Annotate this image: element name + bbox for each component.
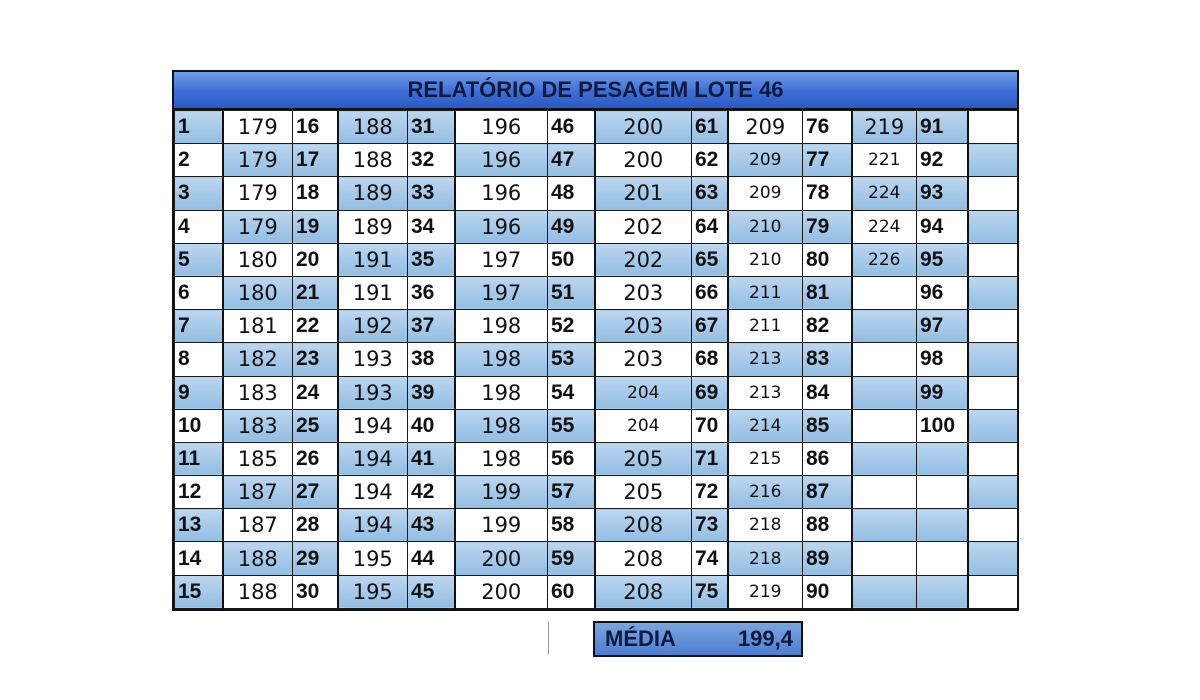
weight-cell: 202	[595, 210, 692, 243]
animal-number-cell: 47	[548, 144, 595, 177]
animal-number-cell: 100	[917, 409, 968, 442]
animal-number-cell: 14	[175, 542, 223, 575]
weight-cell: 188	[223, 575, 293, 608]
animal-number-cell: 22	[293, 310, 338, 343]
weight-cell: 185	[223, 442, 293, 475]
animal-number-cell: 41	[408, 442, 455, 475]
weight-cell	[968, 476, 1018, 509]
animal-number-cell: 15	[175, 575, 223, 608]
weight-cell: 194	[338, 442, 408, 475]
animal-number-cell: 92	[917, 144, 968, 177]
animal-number-cell: 59	[548, 542, 595, 575]
weight-cell	[852, 276, 917, 309]
weight-cell: 204	[595, 376, 692, 409]
weight-cell	[968, 343, 1018, 376]
weight-cell: 198	[455, 343, 548, 376]
weight-cell: 210	[728, 210, 803, 243]
weight-cell	[852, 442, 917, 475]
weight-cell: 216	[728, 476, 803, 509]
table-row	[175, 177, 1018, 210]
weight-cell: 226	[852, 243, 917, 276]
animal-number-cell: 55	[548, 409, 595, 442]
weight-cell: 199	[455, 476, 548, 509]
animal-number-cell: 39	[408, 376, 455, 409]
animal-number-cell: 87	[803, 476, 852, 509]
animal-number-cell: 77	[803, 144, 852, 177]
animal-number-cell: 80	[803, 243, 852, 276]
table-row	[175, 310, 1018, 343]
animal-number-cell: 61	[692, 111, 728, 144]
animal-number-cell: 1	[175, 111, 223, 144]
animal-number-cell: 95	[917, 243, 968, 276]
weight-cell: 224	[852, 177, 917, 210]
animal-number-cell: 19	[293, 210, 338, 243]
weight-cell: 208	[595, 542, 692, 575]
animal-number-cell: 32	[408, 144, 455, 177]
animal-number-cell: 52	[548, 310, 595, 343]
weight-cell: 179	[223, 210, 293, 243]
animal-number-cell	[917, 509, 968, 542]
animal-number-cell: 4	[175, 210, 223, 243]
animal-number-cell: 72	[692, 476, 728, 509]
weight-cell: 201	[595, 177, 692, 210]
weight-cell: 194	[338, 476, 408, 509]
table-row	[175, 210, 1018, 243]
animal-number-cell: 65	[692, 243, 728, 276]
animal-number-cell: 26	[293, 442, 338, 475]
weight-cell: 189	[338, 177, 408, 210]
animal-number-cell: 75	[692, 575, 728, 608]
animal-number-cell: 37	[408, 310, 455, 343]
weight-cell: 205	[595, 442, 692, 475]
animal-number-cell: 62	[692, 144, 728, 177]
weight-cell: 205	[595, 476, 692, 509]
animal-number-cell: 54	[548, 376, 595, 409]
weight-cell: 211	[728, 276, 803, 309]
weight-cell: 215	[728, 442, 803, 475]
weight-cell: 193	[338, 343, 408, 376]
weights-grid	[174, 110, 1018, 609]
animal-number-cell: 13	[175, 509, 223, 542]
weight-cell: 219	[852, 111, 917, 144]
weight-cell: 180	[223, 276, 293, 309]
weight-cell: 196	[455, 177, 548, 210]
animal-number-cell: 90	[803, 575, 852, 608]
weight-cell: 197	[455, 243, 548, 276]
weight-cell	[852, 376, 917, 409]
table-row	[175, 111, 1018, 144]
weight-cell: 204	[595, 409, 692, 442]
animal-number-cell: 43	[408, 509, 455, 542]
animal-number-cell: 57	[548, 476, 595, 509]
weight-cell	[968, 177, 1018, 210]
weight-cell	[968, 575, 1018, 608]
animal-number-cell: 67	[692, 310, 728, 343]
weight-cell: 213	[728, 376, 803, 409]
animal-number-cell: 68	[692, 343, 728, 376]
weight-cell: 209	[728, 111, 803, 144]
animal-number-cell: 40	[408, 409, 455, 442]
weight-cell: 200	[595, 144, 692, 177]
weight-cell: 198	[455, 310, 548, 343]
weight-cell: 179	[223, 144, 293, 177]
average-summary	[593, 621, 803, 657]
weight-cell: 187	[223, 509, 293, 542]
weight-cell: 208	[595, 509, 692, 542]
animal-number-cell: 5	[175, 243, 223, 276]
weight-cell: 192	[338, 310, 408, 343]
animal-number-cell: 53	[548, 343, 595, 376]
weight-cell: 182	[223, 343, 293, 376]
weight-cell: 198	[455, 442, 548, 475]
animal-number-cell: 8	[175, 343, 223, 376]
animal-number-cell	[917, 476, 968, 509]
animal-number-cell: 48	[548, 177, 595, 210]
animal-number-cell: 89	[803, 542, 852, 575]
animal-number-cell: 88	[803, 509, 852, 542]
weight-cell: 188	[338, 111, 408, 144]
weight-cell: 193	[338, 376, 408, 409]
weight-cell	[968, 509, 1018, 542]
weight-cell	[968, 442, 1018, 475]
animal-number-cell: 74	[692, 542, 728, 575]
table-row	[175, 276, 1018, 309]
weight-cell: 200	[455, 542, 548, 575]
table-row	[175, 376, 1018, 409]
weight-cell: 179	[223, 111, 293, 144]
animal-number-cell: 83	[803, 343, 852, 376]
weight-cell: 218	[728, 509, 803, 542]
animal-number-cell: 69	[692, 376, 728, 409]
weight-cell: 224	[852, 210, 917, 243]
animal-number-cell: 33	[408, 177, 455, 210]
weight-cell: 183	[223, 376, 293, 409]
animal-number-cell: 36	[408, 276, 455, 309]
animal-number-cell: 93	[917, 177, 968, 210]
weight-cell: 199	[455, 509, 548, 542]
animal-number-cell: 78	[803, 177, 852, 210]
weight-cell: 196	[455, 144, 548, 177]
animal-number-cell: 79	[803, 210, 852, 243]
animal-number-cell: 18	[293, 177, 338, 210]
weight-cell: 200	[595, 111, 692, 144]
animal-number-cell: 9	[175, 376, 223, 409]
animal-number-cell: 94	[917, 210, 968, 243]
animal-number-cell: 82	[803, 310, 852, 343]
animal-number-cell: 98	[917, 343, 968, 376]
weight-cell: 196	[455, 210, 548, 243]
animal-number-cell: 86	[803, 442, 852, 475]
weight-cell	[852, 509, 917, 542]
weight-cell: 210	[728, 243, 803, 276]
animal-number-cell: 7	[175, 310, 223, 343]
animal-number-cell: 71	[692, 442, 728, 475]
animal-number-cell: 49	[548, 210, 595, 243]
animal-number-cell: 27	[293, 476, 338, 509]
animal-number-cell: 73	[692, 509, 728, 542]
animal-number-cell: 2	[175, 144, 223, 177]
animal-number-cell: 97	[917, 310, 968, 343]
weight-cell: 211	[728, 310, 803, 343]
weight-cell: 191	[338, 243, 408, 276]
weight-cell: 181	[223, 310, 293, 343]
animal-number-cell: 42	[408, 476, 455, 509]
animal-number-cell: 11	[175, 442, 223, 475]
column-divider-line	[548, 621, 549, 655]
weight-cell	[968, 310, 1018, 343]
animal-number-cell: 25	[293, 409, 338, 442]
animal-number-cell: 16	[293, 111, 338, 144]
weight-cell	[968, 409, 1018, 442]
weight-cell: 197	[455, 276, 548, 309]
animal-number-cell: 21	[293, 276, 338, 309]
weight-cell: 203	[595, 310, 692, 343]
animal-number-cell: 38	[408, 343, 455, 376]
weight-cell: 214	[728, 409, 803, 442]
animal-number-cell: 64	[692, 210, 728, 243]
animal-number-cell: 99	[917, 376, 968, 409]
animal-number-cell: 17	[293, 144, 338, 177]
animal-number-cell: 3	[175, 177, 223, 210]
weight-cell	[852, 343, 917, 376]
weight-cell: 200	[455, 575, 548, 608]
weight-cell: 202	[595, 243, 692, 276]
weight-cell: 194	[338, 409, 408, 442]
weight-cell: 195	[338, 542, 408, 575]
weight-cell	[968, 144, 1018, 177]
weight-cell: 209	[728, 144, 803, 177]
weight-cell: 195	[338, 575, 408, 608]
animal-number-cell: 81	[803, 276, 852, 309]
animal-number-cell	[917, 575, 968, 608]
weight-cell	[852, 575, 917, 608]
table-row	[175, 343, 1018, 376]
weight-cell	[852, 476, 917, 509]
table-row	[175, 442, 1018, 475]
animal-number-cell: 31	[408, 111, 455, 144]
weight-cell	[968, 111, 1018, 144]
weight-cell: 221	[852, 144, 917, 177]
animal-number-cell: 12	[175, 476, 223, 509]
weight-cell: 198	[455, 376, 548, 409]
animal-number-cell: 63	[692, 177, 728, 210]
weight-cell: 188	[338, 144, 408, 177]
weight-cell	[852, 542, 917, 575]
animal-number-cell: 58	[548, 509, 595, 542]
weight-cell	[968, 276, 1018, 309]
average-value: 199,4	[737, 626, 793, 651]
report-title: RELATÓRIO DE PESAGEM LOTE 46	[174, 72, 1017, 110]
weight-cell: 218	[728, 542, 803, 575]
table-row	[175, 476, 1018, 509]
animal-number-cell: 34	[408, 210, 455, 243]
weight-cell	[852, 310, 917, 343]
weight-cell: 203	[595, 276, 692, 309]
weight-cell: 219	[728, 575, 803, 608]
animal-number-cell	[917, 542, 968, 575]
animal-number-cell: 85	[803, 409, 852, 442]
weight-cell: 180	[223, 243, 293, 276]
animal-number-cell: 29	[293, 542, 338, 575]
animal-number-cell: 66	[692, 276, 728, 309]
weight-cell: 198	[455, 409, 548, 442]
animal-number-cell: 50	[548, 243, 595, 276]
animal-number-cell	[917, 442, 968, 475]
animal-number-cell: 51	[548, 276, 595, 309]
weight-cell: 183	[223, 409, 293, 442]
weight-cell: 179	[223, 177, 293, 210]
animal-number-cell: 70	[692, 409, 728, 442]
animal-number-cell: 44	[408, 542, 455, 575]
weight-cell	[852, 409, 917, 442]
weight-cell: 203	[595, 343, 692, 376]
weight-cell: 213	[728, 343, 803, 376]
animal-number-cell: 96	[917, 276, 968, 309]
weight-cell: 196	[455, 111, 548, 144]
average-label: MÉDIA	[605, 626, 676, 651]
table-row	[175, 575, 1018, 608]
weight-cell	[968, 210, 1018, 243]
weight-cell: 208	[595, 575, 692, 608]
weight-cell: 209	[728, 177, 803, 210]
animal-number-cell: 24	[293, 376, 338, 409]
table-row	[175, 243, 1018, 276]
weight-cell	[968, 243, 1018, 276]
animal-number-cell: 10	[175, 409, 223, 442]
animal-number-cell: 84	[803, 376, 852, 409]
weight-cell: 187	[223, 476, 293, 509]
animal-number-cell: 20	[293, 243, 338, 276]
weight-cell	[968, 542, 1018, 575]
weight-cell	[968, 376, 1018, 409]
animal-number-cell: 46	[548, 111, 595, 144]
weight-cell: 189	[338, 210, 408, 243]
weight-cell: 191	[338, 276, 408, 309]
table-row	[175, 509, 1018, 542]
weight-cell: 188	[223, 542, 293, 575]
table-row	[175, 409, 1018, 442]
animal-number-cell: 23	[293, 343, 338, 376]
weighing-report-table	[172, 70, 1019, 611]
animal-number-cell: 91	[917, 111, 968, 144]
animal-number-cell: 28	[293, 509, 338, 542]
animal-number-cell: 45	[408, 575, 455, 608]
table-row	[175, 144, 1018, 177]
animal-number-cell: 35	[408, 243, 455, 276]
animal-number-cell: 30	[293, 575, 338, 608]
animal-number-cell: 60	[548, 575, 595, 608]
table-row	[175, 542, 1018, 575]
animal-number-cell: 56	[548, 442, 595, 475]
weight-cell: 194	[338, 509, 408, 542]
animal-number-cell: 6	[175, 276, 223, 309]
animal-number-cell: 76	[803, 111, 852, 144]
